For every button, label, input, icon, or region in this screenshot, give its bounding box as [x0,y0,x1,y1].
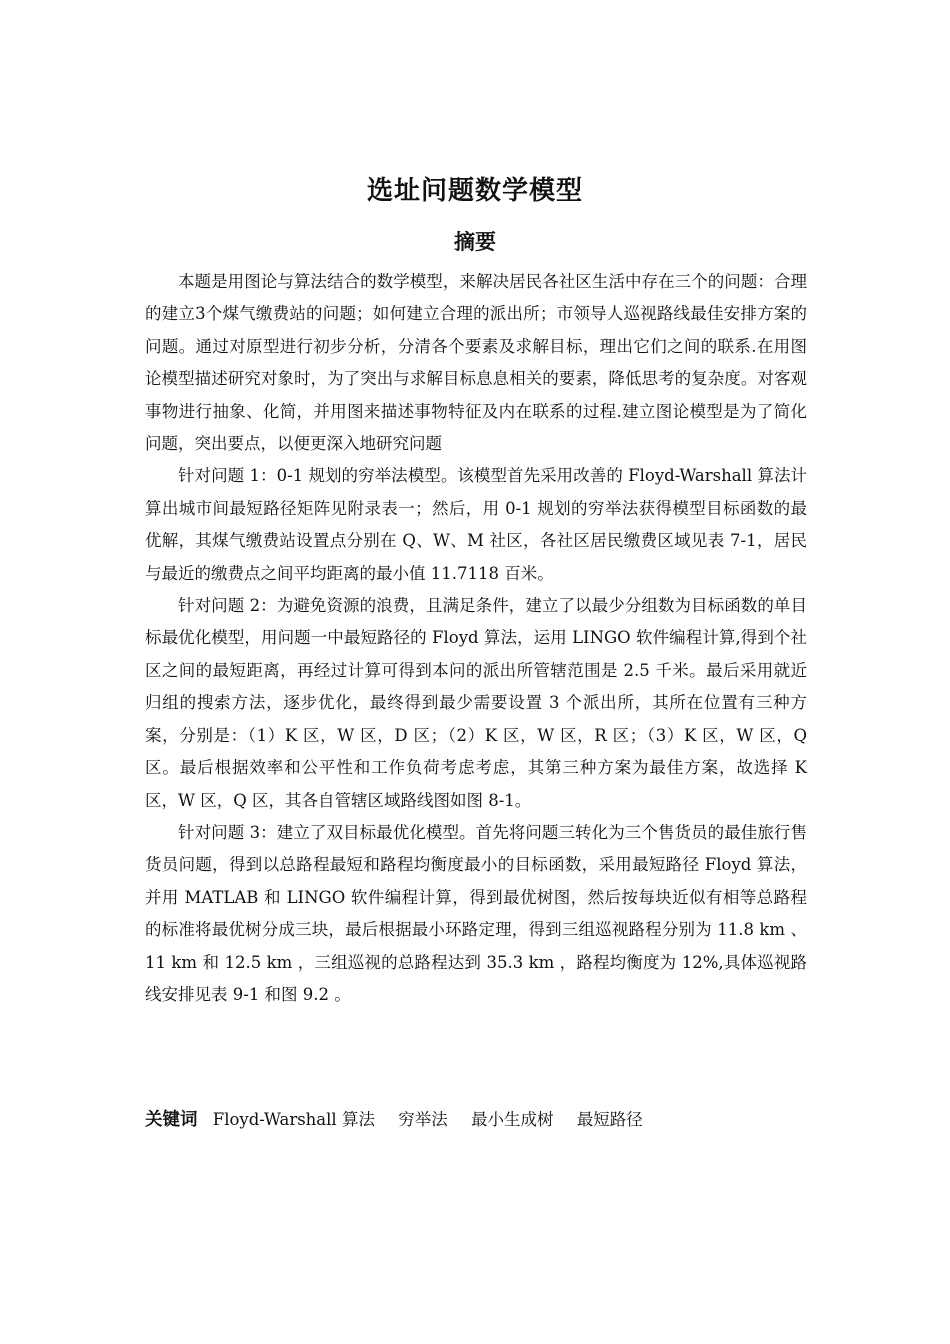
keywords-label: 关键词 [145,1110,198,1130]
abstract-body [145,266,807,1011]
paper-title: 选址问题数学模型 [366,176,583,206]
keyword-item: Floyd-Warshall 算法 [212,1110,375,1129]
keyword-item: 最小生成树 [470,1110,554,1129]
abstract-paragraph-problem-1: 针对问题 1：0-1 规划的穷举法模型。该模型首先采用改善的 Floyd-Warshall 算法计算出城市间最短路径矩阵见附录表一；然后，用 0-1 规划的穷举法获得模型目标函数的最优解，其煤气缴费站设置点分别在 Q、W、M 社区，各社区居民缴费区域见表 7-1，居民与最近的缴费点之间平均距离的最小值 11.7118 百米。 [145,466,807,583]
keyword-item: 穷举法 [398,1110,448,1129]
abstract-paragraph-problem-3: 针对问题 3：建立了双目标最优化模型。首先将问题三转化为三个售货员的最佳旅行售货员问题，得到以总路程最短和路程均衡度最小的目标函数，采用最短路径 Floyd 算法，并用 MATLAB 和 LINGO 软件编程计算，得到最优树图，然后按每块近似有相等总路程的标准将最优树分成三块，最后根据最小环路定理，得到三组巡视路程分别为 11.8 km 、11 km 和 12.5 km ，三组巡视的总路程达到 35.3 km ，路程均衡度为 12%,具体巡视路线安排见表 9-1 和图 9.2 。 [145,822,807,1004]
keyword-item: 最短路径 [576,1110,643,1129]
abstract-paragraph-problem-2: 针对问题 2：为避免资源的浪费，且满足条件，建立了以最少分组数为目标函数的单目标最优化模型，用问题一中最短路径的 Floyd 算法，运用 LINGO 软件编程计算,得到个社区之间的最短距离，再经过计算可得到本问的派出所管辖范围是 2.5 千米。最后采用就近归组的搜索方法，逐步优化，最终得到最少需要设置 3 个派出所，其所在位置有三种方案，分别是：（1）K 区，W 区，D 区；（2）K 区，W 区，R 区；（3）K 区，W 区，Q 区。最后根据效率和公平性和工作负荷考虑考虑，其第三种方案为最佳方案，故选择 K 区，W 区，Q 区，其各自管辖区域路线图如图 8-1。 [145,596,807,810]
abstract-paragraph-intro: 本题是用图论与算法结合的数学模型，来解决居民各社区生活中存在三个的问题：合理的建立3个煤气缴费站的问题；如何建立合理的派出所；市领导人巡视路线最佳安排方案的问题。通过对原型进行初步分析，分清各个要素及求解目标，理出它们之间的联系.在用图论模型描述研究对象时，为了突出与求解目标息息相关的要素，降低思考的复杂度。对客观事物进行抽象、化简，并用图来描述事物特征及内在联系的过程.建立图论模型是为了简化问题，突出要点，以便更深入地研究问题 [145,272,807,454]
keywords-line [145,1104,807,1136]
abstract-heading: 摘要 [454,230,496,254]
